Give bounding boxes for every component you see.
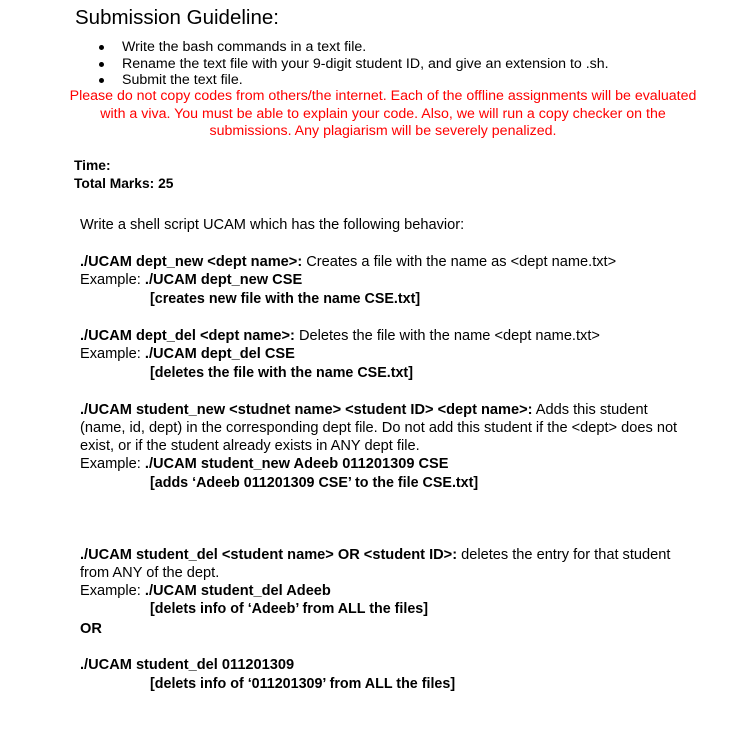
- example-dept-del: [80, 346, 295, 362]
- alt-result: [delets info of ‘011201309’ from ALL the files]: [150, 676, 456, 692]
- example-command: ./UCAM dept_del CSE: [144, 346, 295, 362]
- command-dept-new: [80, 254, 616, 270]
- example-label: Example:: [80, 456, 145, 472]
- command-syntax: ./UCAM student_new <studnet name> <student ID> <dept name>:: [80, 402, 533, 418]
- total-marks-label: Total Marks: 25: [74, 176, 174, 191]
- intro-text: Write a shell script UCAM which has the following behavior:: [80, 217, 465, 233]
- command-student-new: [80, 401, 690, 455]
- plagiarism-warning: Please do not copy codes from others/the internet. Each of the offline assignments will be evaluated with a viva. You must be able to explain your code. Also, we will run a copy checker on the submissions. Any plagiarism will be severely penalized.: [69, 88, 697, 139]
- command-description: Adds this student (name, id, dept) in the corresponding dept file. Do not add this student if the <dept> does not exist, or if the student already exists in ANY dept file.: [80, 402, 678, 454]
- example-command: ./UCAM student_new Adeeb 011201309 CSE: [144, 456, 449, 472]
- command-syntax: ./UCAM student_del <student name> OR <student ID>:: [80, 547, 458, 563]
- example-result: [deletes the file with the name CSE.txt]: [150, 365, 413, 381]
- command-syntax: ./UCAM dept_new <dept name>:: [80, 254, 303, 270]
- alt-command: ./UCAM student_del 011201309: [80, 657, 295, 673]
- command-description: Creates a file with the name as <dept name.txt>: [302, 254, 617, 270]
- command-student-del: [80, 546, 690, 582]
- time-label: Time:: [74, 158, 111, 173]
- list-item: Rename the text file with your 9-digit student ID, and give an extension to .sh.: [97, 56, 609, 73]
- example-result: [creates new file with the name CSE.txt]: [150, 291, 421, 307]
- example-student-new: [80, 456, 449, 472]
- example-command: ./UCAM student_del Adeeb: [144, 583, 331, 599]
- list-item: Write the bash commands in a text file.: [97, 39, 609, 56]
- example-result: [adds ‘Adeeb 011201309 CSE’ to the file CSE.txt]: [150, 475, 479, 491]
- example-result: [delets info of ‘Adeeb’ from ALL the files]: [150, 601, 429, 617]
- command-syntax: ./UCAM dept_del <dept name>:: [80, 328, 295, 344]
- page-title: Submission Guideline:: [75, 6, 279, 29]
- command-description: Deletes the file with the name <dept name.txt>: [294, 328, 600, 344]
- example-student-del: [80, 583, 331, 599]
- list-item: Submit the text file.: [97, 72, 609, 89]
- command-dept-del: [80, 328, 600, 344]
- command-description: deletes the entry for that student from ANY of the dept.: [80, 547, 671, 581]
- example-label: Example:: [80, 346, 145, 362]
- guideline-list: [97, 39, 609, 89]
- example-label: Example:: [80, 583, 145, 599]
- example-dept-new: [80, 272, 302, 288]
- example-command: ./UCAM dept_new CSE: [144, 272, 303, 288]
- or-label: OR: [80, 621, 102, 637]
- example-label: Example:: [80, 272, 145, 288]
